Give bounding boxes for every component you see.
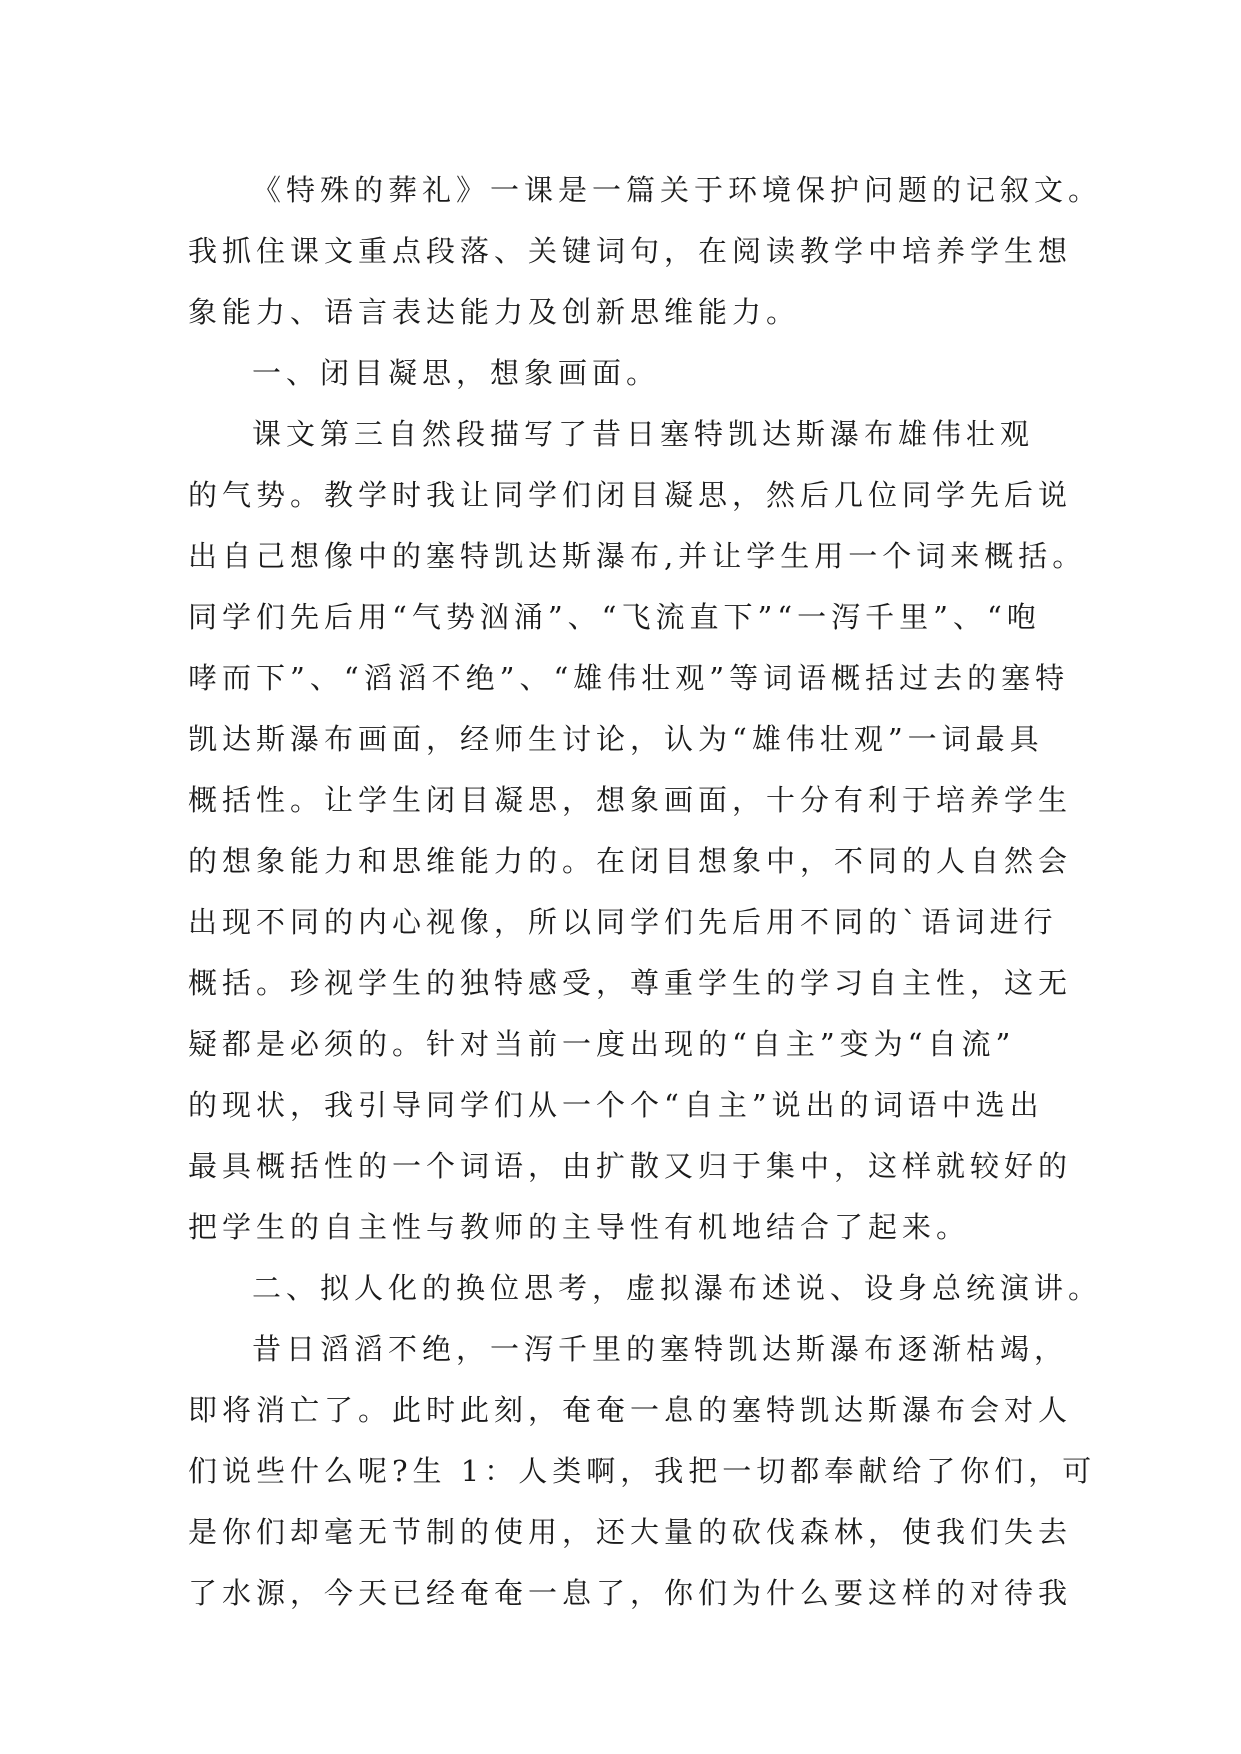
text-line: 疑都是必须的。针对当前一度出现的“自主”变为“自流” (188, 1027, 1016, 1061)
text-line: 凯达斯瀑布画面，经师生讨论，认为“雄伟壮观”一词最具 (188, 722, 1044, 756)
body-text (188, 160, 1103, 1624)
text-line: 的气势。教学时我让同学们闭目凝思，然后几位同学先后说 (188, 478, 1073, 512)
text-line: 我抓住课文重点段落、关键词句，在阅读教学中培养学生想 (188, 234, 1073, 268)
text-line: 出自己想像中的塞特凯达斯瀑布,并让学生用一个词来概括。 (188, 539, 1087, 573)
text-line: 是你们却毫无节制的使用，还大量的砍伐森林，使我们失去 (188, 1515, 1073, 1549)
text-line: 最具概括性的一个词语，由扩散又归于集中，这样就较好的 (188, 1149, 1073, 1183)
text-line: 《特殊的葬礼》一课是一篇关于环境保护问题的记叙文。 (252, 173, 1103, 207)
text-line: 象能力、语言表达能力及创新思维能力。 (188, 295, 801, 329)
text-line: 即将消亡了。此时此刻，奄奄一息的塞特凯达斯瀑布会对人 (188, 1393, 1073, 1427)
text-line: 概括性。让学生闭目凝思，想象画面，十分有利于培养学生 (188, 783, 1073, 817)
text-line: 昔日滔滔不绝，一泻千里的塞特凯达斯瀑布逐渐枯竭， (252, 1332, 1069, 1366)
text-line: 出现不同的内心视像，所以同学们先后用不同的`语词进行 (188, 905, 1058, 939)
text-line: 把学生的自主性与教师的主导性有机地结合了起来。 (188, 1210, 971, 1244)
text-line: 同学们先后用“气势汹涌”、“飞流直下”“一泻千里”、“咆 (188, 600, 1041, 634)
text-line: 们说些什么呢?生 1：人类啊，我把一切都奉献给了你们，可 (188, 1454, 1097, 1488)
section-heading: 一、闭目凝思，想象画面。 (252, 356, 661, 390)
text-line: 哮而下”、“滔滔不绝”、“雄伟壮观”等词语概括过去的塞特 (188, 661, 1070, 695)
text-line: 课文第三自然段描写了昔日塞特凯达斯瀑布雄伟壮观 (252, 417, 1035, 451)
text-line: 概括。珍视学生的独特感受，尊重学生的学习自主性，这无 (188, 966, 1073, 1000)
text-line: 的现状，我引导同学们从一个个“自主”说出的词语中选出 (188, 1088, 1044, 1122)
section-heading: 二、拟人化的换位思考，虚拟瀑布述说、设身总统演讲。 (252, 1271, 1103, 1305)
text-line: 的想象能力和思维能力的。在闭目想象中，不同的人自然会 (188, 844, 1073, 878)
text-line: 了水源，今天已经奄奄一息了，你们为什么要这样的对待我 (188, 1576, 1073, 1610)
